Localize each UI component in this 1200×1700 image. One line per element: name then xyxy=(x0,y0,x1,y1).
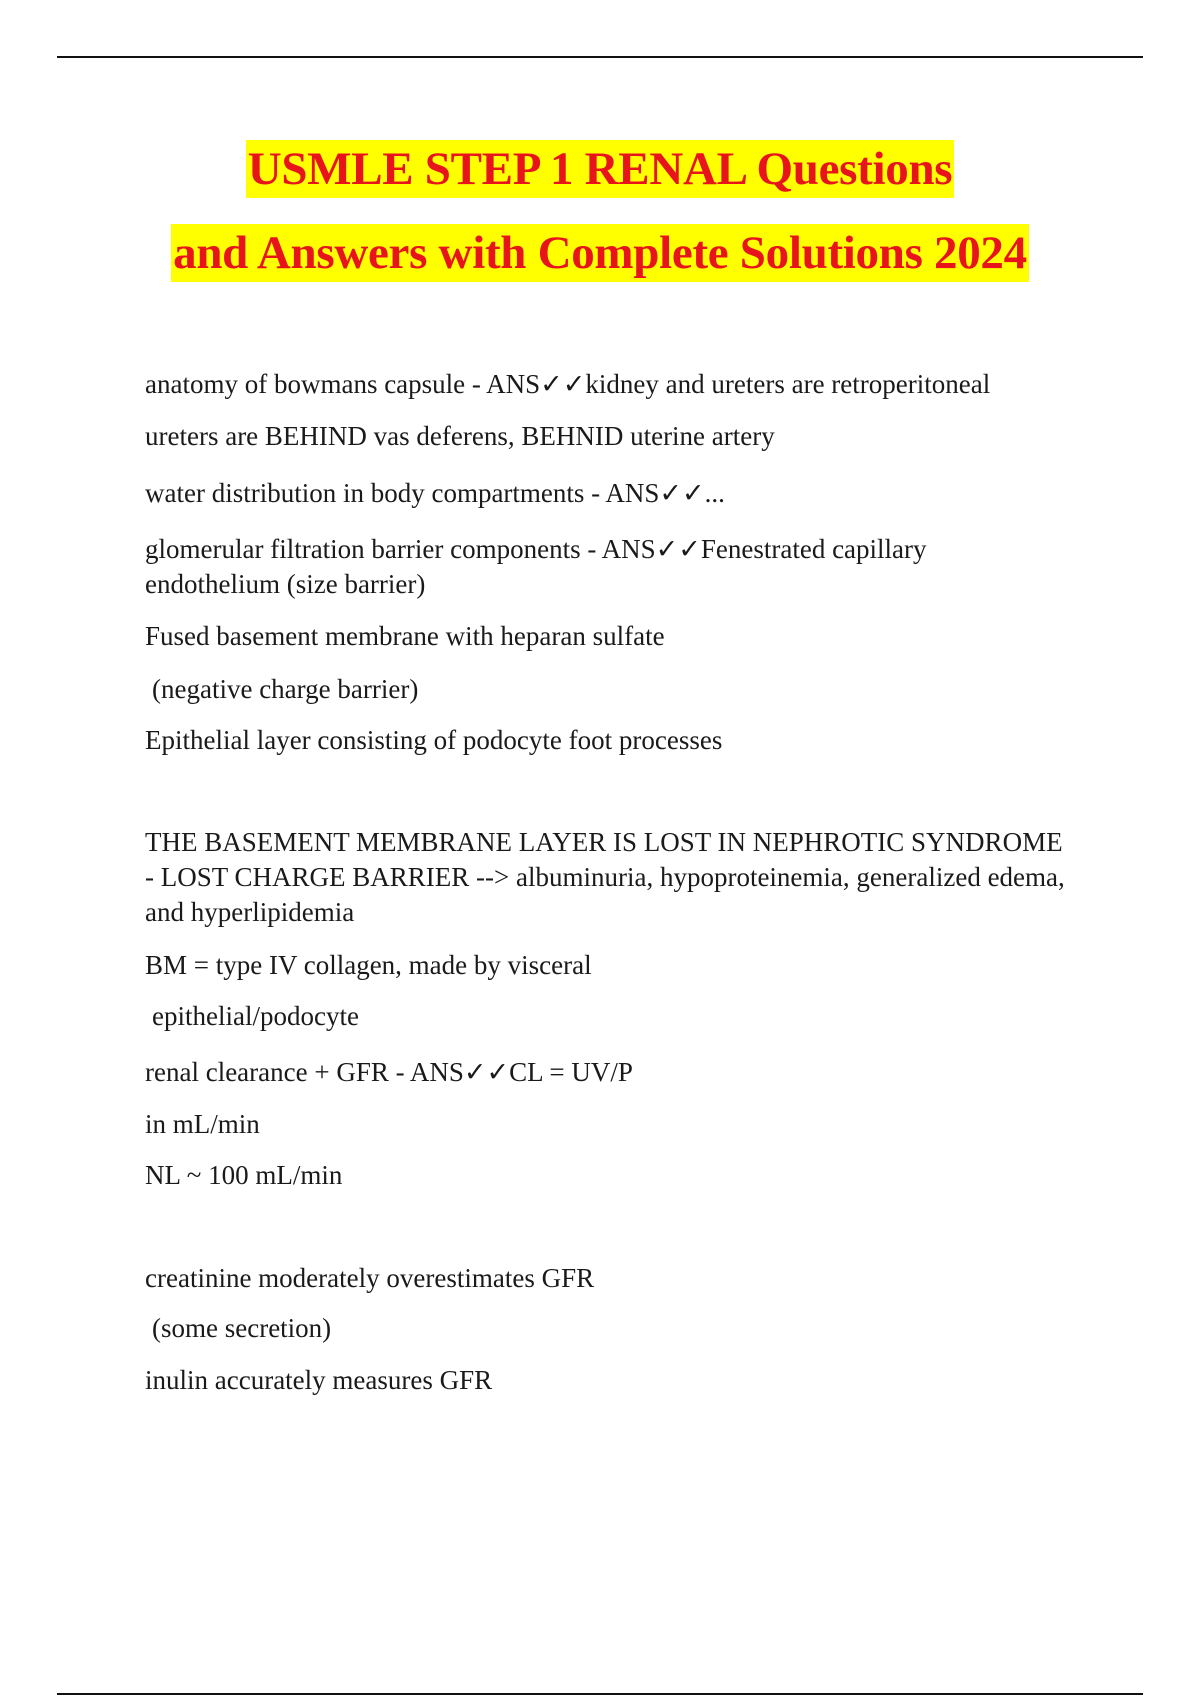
text-line: water distribution in body compartments - ANS✓✓... xyxy=(145,478,725,508)
text-line: (negative charge barrier) xyxy=(152,674,419,704)
text-line: Epithelial layer consisting of podocyte foot processes xyxy=(145,725,723,755)
text-line: glomerular filtration barrier components - ANS✓✓Fenestrated capillary endothelium (size barrier) xyxy=(145,534,927,599)
text-line: creatinine moderately overestimates GFR xyxy=(145,1263,595,1293)
text-line: ureters are BEHIND vas deferens, BEHNID uterine artery xyxy=(145,421,775,451)
text-line: BM = type IV collagen, made by visceral xyxy=(145,950,592,980)
text-line: in mL/min xyxy=(145,1109,260,1139)
bottom-rule xyxy=(57,1693,1143,1695)
document-title xyxy=(0,140,1200,308)
top-rule xyxy=(57,56,1143,58)
text-line: (some secretion) xyxy=(152,1313,332,1343)
text-line: epithelial/podocyte xyxy=(152,1001,359,1031)
text-line: NL ~ 100 mL/min xyxy=(145,1160,343,1190)
text-line: Fused basement membrane with heparan sulfate xyxy=(145,621,665,651)
title-line-1: USMLE STEP 1 RENAL Questions xyxy=(246,140,955,198)
text-line: THE BASEMENT MEMBRANE LAYER IS LOST IN NEPHROTIC SYNDROME - LOST CHARGE BARRIER --> albuminuria, hypoproteinemia, generalized edema, and hyperlipidemia xyxy=(145,827,1065,927)
text-line: anatomy of bowmans capsule - ANS✓✓kidney and ureters are retroperitoneal xyxy=(145,369,991,399)
text-line: inulin accurately measures GFR xyxy=(145,1365,493,1395)
text-line: renal clearance + GFR - ANS✓✓CL = UV/P xyxy=(145,1057,633,1087)
title-line-2: and Answers with Complete Solutions 2024 xyxy=(171,224,1029,282)
